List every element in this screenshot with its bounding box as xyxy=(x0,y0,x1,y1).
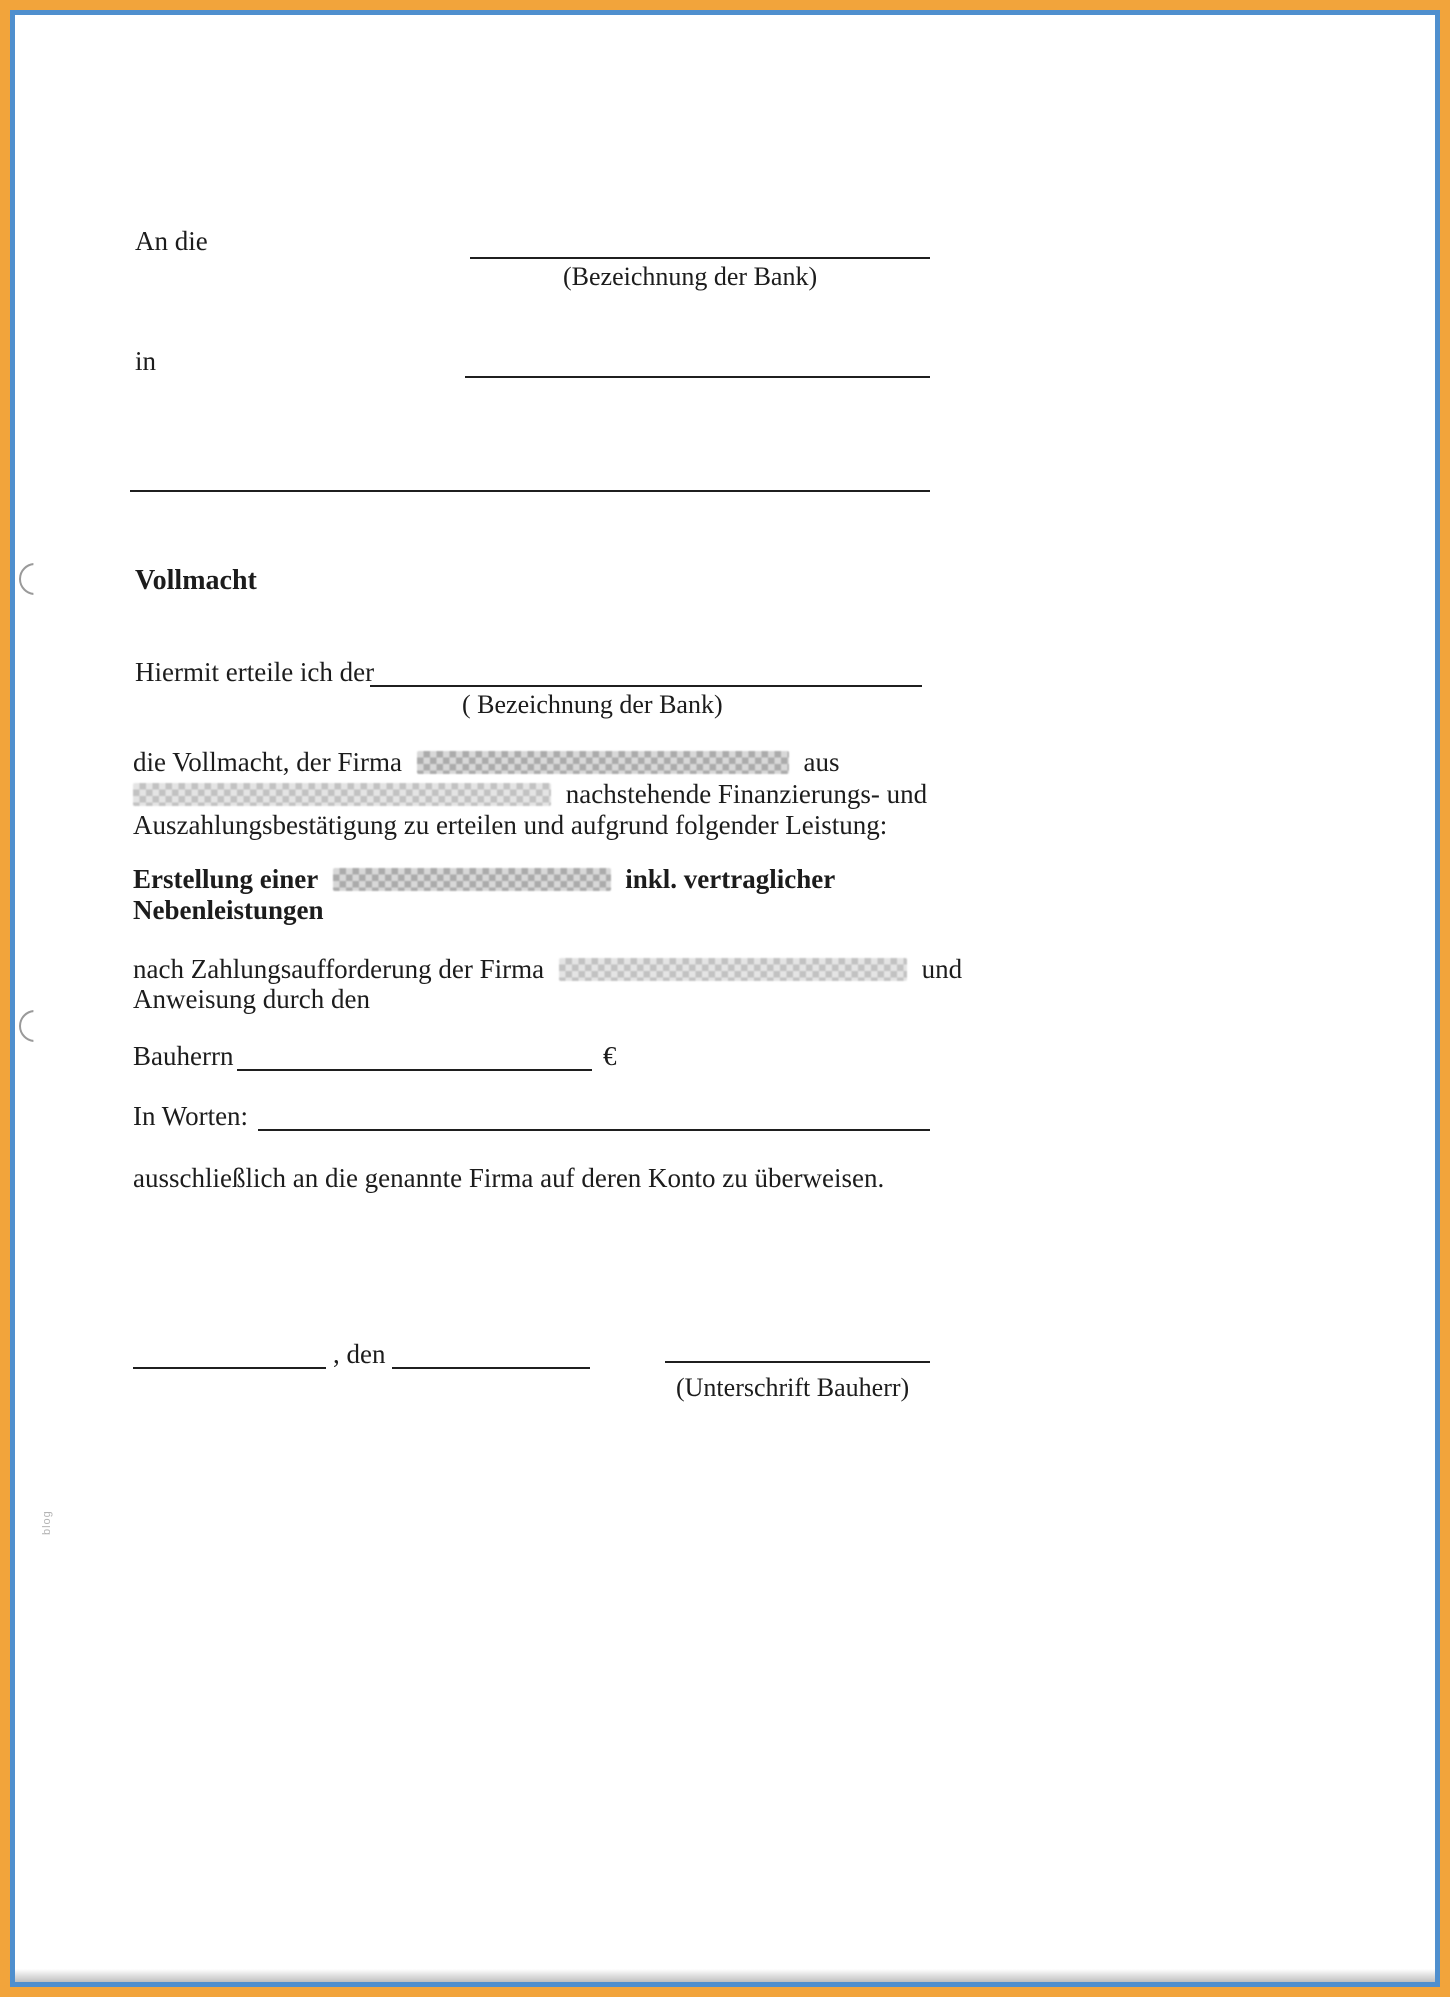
in-worten-line xyxy=(258,1129,930,1131)
signature-caption: (Unterschrift Bauherr) xyxy=(676,1373,910,1402)
inner-blue-frame xyxy=(10,10,1440,1987)
bold-clause-before: Erstellung einer xyxy=(133,864,318,894)
bold-clause-line-2: Nebenleistungen xyxy=(133,895,324,925)
body-line-3: Auszahlungsbestätigung zu erteilen und aufgrund folgender Leistung: xyxy=(133,810,888,840)
watermark-text: blog xyxy=(41,1510,53,1535)
document-page xyxy=(15,15,1435,1982)
payment-line-1-text: nach Zahlungsaufforderung der Firma xyxy=(133,954,545,984)
grant-bank-caption: ( Bezeichnung der Bank) xyxy=(462,690,723,719)
in-worten-label: In Worten: xyxy=(133,1101,249,1131)
den-label: , den xyxy=(333,1339,386,1369)
bold-clause-after: inkl. vertraglicher xyxy=(625,864,836,894)
city-line xyxy=(465,376,930,378)
address-separator-line xyxy=(130,490,930,492)
date-line xyxy=(392,1367,590,1369)
body-line-1-after: aus xyxy=(803,747,840,777)
redacted-work-description xyxy=(333,868,611,891)
punch-hole-top xyxy=(19,563,51,595)
redacted-company-name-2 xyxy=(559,958,907,981)
body-line-2-text: nachstehende Finanzierungs- und xyxy=(565,779,928,809)
redacted-company-address xyxy=(133,783,551,806)
grant-intro-label: Hiermit erteile ich der xyxy=(135,657,375,687)
payment-line-1 xyxy=(133,954,962,984)
euro-symbol: € xyxy=(603,1041,617,1071)
document-title: Vollmacht xyxy=(135,565,257,596)
an-die-label: An die xyxy=(135,226,208,256)
redacted-company-name-1 xyxy=(417,751,789,774)
signature-line xyxy=(665,1361,930,1363)
bauherrn-label: Bauherrn xyxy=(133,1041,234,1071)
bold-clause-line-1 xyxy=(133,864,835,894)
in-label: in xyxy=(135,346,157,376)
scan-edge-shadow xyxy=(15,1969,1435,1982)
amount-line xyxy=(237,1069,592,1071)
punch-hole-bottom xyxy=(19,1010,51,1042)
body-line-2 xyxy=(133,779,927,809)
closing-text: ausschließlich an die genannte Firma auf deren Konto zu überweisen. xyxy=(133,1163,885,1193)
place-line xyxy=(133,1367,326,1369)
payment-line-1-after: und xyxy=(921,954,963,984)
bank-name-line xyxy=(470,257,930,259)
bank-name-caption: (Bezeichnung der Bank) xyxy=(563,262,818,291)
payment-line-2: Anweisung durch den xyxy=(133,984,370,1014)
grant-bank-line xyxy=(370,685,922,687)
body-line-1 xyxy=(133,747,839,777)
body-line-1-text: die Vollmacht, der Firma xyxy=(133,747,402,777)
